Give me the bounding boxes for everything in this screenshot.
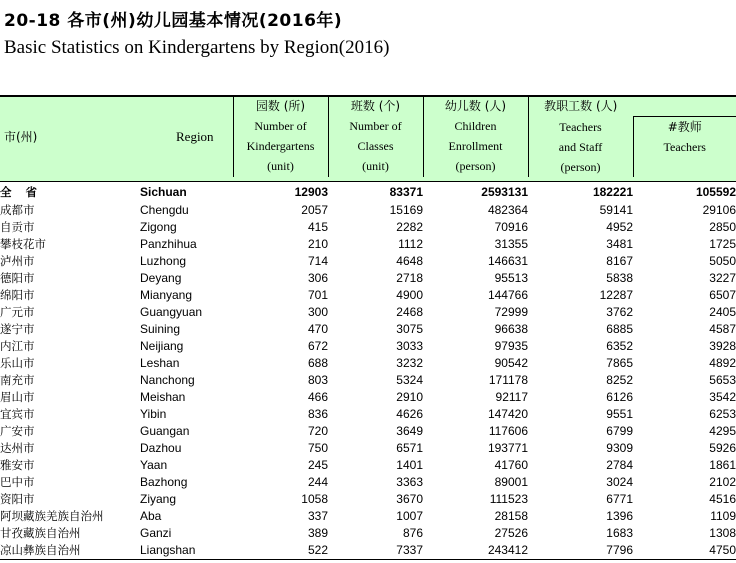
kindergartens-value: 415 [307, 220, 328, 234]
classes-value: 7337 [328, 542, 423, 560]
teachers-value: 4295 [709, 424, 736, 438]
kindergartens-value: 210 [307, 237, 328, 251]
region-name-en: Luzhong [140, 254, 187, 268]
teachers-value: 5653 [709, 373, 736, 387]
kindergartens-value: 672 [307, 339, 328, 353]
region-name-en: Ganzi [140, 526, 172, 540]
teachers-value: 1725 [709, 237, 736, 251]
enrollment-value: 117606 [488, 424, 528, 438]
teachers-value: 4587 [709, 322, 736, 336]
header-enrollment: 幼儿数 (人) Children Enrollment (person) [423, 96, 528, 177]
region-name-en: Neijiang [140, 339, 184, 353]
classes-value: 2718 [396, 271, 423, 285]
region-name-en: Yibin [140, 407, 167, 421]
enrollment-value: 31355 [494, 237, 528, 251]
enrollment-value: 144766 [487, 288, 528, 302]
enrollment-value: 92117 [495, 390, 528, 404]
region-name-en: Deyang [140, 271, 182, 285]
classes-value: 2910 [396, 390, 423, 404]
table-row [0, 287, 736, 304]
table-row [0, 508, 736, 525]
teachers-value: 1861 [709, 458, 736, 472]
enrollment-value: 28158 [494, 509, 528, 523]
classes-value: 3363 [396, 475, 423, 489]
table-row [0, 389, 736, 406]
kindergartens-value: 688 [307, 356, 328, 370]
teachers-value: 3227 [709, 271, 736, 285]
table-row [0, 474, 736, 491]
staff-value: 6885 [606, 322, 633, 336]
teachers-value: 3542 [709, 390, 736, 404]
enrollment-value: 41760 [494, 458, 528, 472]
enrollment-value: 95513 [494, 271, 528, 285]
teachers-value: 4750 [633, 542, 736, 560]
staff-value: 8167 [606, 254, 633, 268]
staff-value: 3024 [606, 475, 633, 489]
classes-value: 876 [402, 526, 423, 540]
kindergartens-value: 2057 [301, 203, 328, 217]
region-name-cn: 攀枝花市 [0, 237, 46, 251]
staff-value: 4952 [606, 220, 633, 234]
header-staff: Teachers and Staff (person) [528, 117, 633, 178]
classes-value: 4626 [396, 407, 423, 421]
header-region: Region [136, 96, 233, 177]
enrollment-value: 243412 [423, 542, 528, 560]
region-name-en: Suining [140, 322, 181, 336]
teachers-value: 2102 [709, 475, 736, 489]
enrollment-value: 72999 [494, 305, 528, 319]
staff-value: 1683 [606, 526, 633, 540]
region-name-cn: 资阳市 [0, 492, 35, 506]
table-row [0, 440, 736, 457]
teachers-value: 5050 [709, 254, 736, 268]
table-row [0, 372, 736, 389]
region-name-cn: 阿坝藏族羌族自治州 [0, 509, 104, 523]
header-kindergartens: 园数 (所) Number of Kindergartens (unit) [233, 96, 328, 177]
classes-value: 15169 [389, 203, 423, 217]
title-chinese: 20-18 各市(州)幼儿园基本情况(2016年) [4, 11, 343, 31]
table-row [0, 219, 736, 236]
staff-value: 8252 [606, 373, 633, 387]
region-name-en: Mianyang [140, 288, 193, 302]
region-name-cn: 达州市 [0, 441, 35, 455]
region-name-cn: 绵阳市 [0, 288, 35, 302]
region-name-cn: 乐山市 [0, 356, 35, 370]
region-name-en: Dazhou [140, 441, 182, 455]
kindergartens-value: 701 [307, 288, 328, 302]
staff-value: 7865 [606, 356, 633, 370]
enrollment-value: 482364 [487, 203, 528, 217]
enrollment-value: 146631 [487, 254, 528, 268]
header-staff-span [633, 96, 736, 117]
staff-value: 6126 [606, 390, 633, 404]
enrollment-value: 193771 [487, 441, 528, 455]
teachers-value: 4516 [709, 492, 736, 506]
teachers-value: 3928 [709, 339, 736, 353]
kindergartens-value: 803 [307, 373, 328, 387]
classes-value: 1112 [398, 237, 423, 251]
classes-value: 3649 [396, 424, 423, 438]
region-name-cn: 成都市 [0, 203, 35, 217]
staff-value: 6352 [606, 339, 633, 353]
region-name-en: Leshan [140, 356, 180, 370]
classes-value: 4900 [396, 288, 423, 302]
kindergartens-value: 836 [307, 407, 328, 421]
region-name-en: Guangyuan [140, 305, 203, 319]
table-row [0, 304, 736, 321]
kindergartens-value: 714 [307, 254, 328, 268]
kindergartens-value: 245 [307, 458, 328, 472]
teachers-value: 1109 [710, 509, 736, 523]
enrollment-value: 111523 [489, 492, 528, 506]
teachers-value: 2850 [709, 220, 736, 234]
classes-value: 6571 [396, 441, 423, 455]
region-name-cn: 广元市 [0, 305, 35, 319]
enrollment-value: 89001 [494, 475, 528, 489]
teachers-value: 1308 [709, 526, 736, 540]
classes-value: 83371 [389, 185, 423, 199]
header-city: 市(州) [0, 96, 136, 177]
region-name-cn: 雅安市 [0, 458, 35, 472]
kindergartens-value: 306 [307, 271, 328, 285]
region-name-cn: 巴中市 [0, 475, 35, 489]
enrollment-value: 171178 [488, 373, 528, 387]
total-row [0, 182, 736, 203]
header-classes: 班数 (个) Number of Classes (unit) [328, 96, 423, 177]
table-row [0, 321, 736, 338]
staff-value: 12287 [599, 288, 633, 302]
region-name-cn: 广安市 [0, 424, 35, 438]
enrollment-value: 70916 [494, 220, 528, 234]
table-row [0, 338, 736, 355]
staff-value: 6771 [606, 492, 633, 506]
kindergartens-value: 470 [307, 322, 328, 336]
table-row [0, 253, 736, 270]
table-row [0, 355, 736, 372]
table-row [0, 236, 736, 253]
region-name-cn: 遂宁市 [0, 322, 35, 336]
region-name-en: Nanchong [140, 373, 195, 387]
teachers-value: 105592 [695, 185, 736, 199]
region-name-cn: 眉山市 [0, 390, 35, 404]
region-name-cn: 全 省 [0, 185, 43, 199]
table-row [0, 202, 736, 219]
kindergartens-value: 466 [307, 390, 328, 404]
classes-value: 3232 [396, 356, 423, 370]
enrollment-value: 97935 [494, 339, 528, 353]
region-name-en: Bazhong [140, 475, 188, 489]
header-teachers: #教师 Teachers [633, 117, 736, 178]
classes-value: 2282 [396, 220, 423, 234]
kindergartens-value: 337 [307, 509, 328, 523]
table-row [0, 542, 736, 560]
region-name-cn: 凉山彝族自治州 [0, 542, 136, 560]
region-name-cn: 内江市 [0, 339, 35, 353]
region-name-cn: 自贡市 [0, 220, 35, 234]
table-row [0, 406, 736, 423]
kindergartens-value: 12903 [294, 185, 328, 199]
region-name-en: Ziyang [140, 492, 177, 506]
region-name-cn: 德阳市 [0, 271, 35, 285]
classes-value: 4648 [396, 254, 423, 268]
staff-value: 59141 [599, 203, 633, 217]
header-staff-cn: 教职工数 (人) [528, 96, 633, 117]
staff-value: 2784 [606, 458, 633, 472]
teachers-value: 2405 [709, 305, 736, 319]
table-row [0, 457, 736, 474]
kindergarten-stats-table [0, 95, 736, 560]
staff-value: 5838 [606, 271, 633, 285]
table-row [0, 270, 736, 287]
classes-value: 1007 [396, 509, 423, 523]
classes-value: 2468 [396, 305, 423, 319]
teachers-value: 4892 [709, 356, 736, 370]
teachers-value: 29106 [702, 203, 736, 217]
kindergartens-value: 522 [233, 542, 328, 560]
region-name-en: Zigong [140, 220, 177, 234]
table-row [0, 423, 736, 440]
region-name-cn: 宜宾市 [0, 407, 35, 421]
teachers-value: 6253 [709, 407, 736, 421]
title-english: Basic Statistics on Kindergartens by Region(2016) [4, 37, 390, 58]
staff-value: 6799 [606, 424, 633, 438]
region-name-cn: 泸州市 [0, 254, 35, 268]
kindergartens-value: 720 [307, 424, 328, 438]
classes-value: 1401 [396, 458, 423, 472]
classes-value: 3670 [396, 492, 423, 506]
region-name-en: Panzhihua [140, 237, 197, 251]
teachers-value: 6507 [709, 288, 736, 302]
table-row [0, 525, 736, 542]
staff-value: 7796 [528, 542, 633, 560]
region-name-cn: 南充市 [0, 373, 35, 387]
staff-value: 3762 [606, 305, 633, 319]
enrollment-value: 27526 [494, 526, 528, 540]
staff-value: 182221 [592, 185, 633, 199]
staff-value: 1396 [606, 509, 633, 523]
table-row [0, 491, 736, 508]
region-name-en: Aba [140, 509, 162, 523]
region-name-en: Yaan [140, 458, 168, 472]
staff-value: 9309 [606, 441, 633, 455]
region-name-en: Meishan [140, 390, 186, 404]
classes-value: 3075 [396, 322, 423, 336]
kindergartens-value: 389 [307, 526, 328, 540]
region-name-en: Liangshan [136, 542, 233, 560]
kindergartens-value: 1058 [301, 492, 328, 506]
staff-value: 9551 [606, 407, 633, 421]
kindergartens-value: 750 [307, 441, 328, 455]
enrollment-value: 90542 [494, 356, 528, 370]
kindergartens-value: 244 [307, 475, 328, 489]
region-name-en: Chengdu [140, 203, 189, 217]
region-name-en: Guangan [140, 424, 190, 438]
teachers-value: 5926 [709, 441, 736, 455]
enrollment-value: 147420 [487, 407, 528, 421]
enrollment-value: 2593131 [481, 185, 528, 199]
classes-value: 5324 [396, 373, 423, 387]
enrollment-value: 96638 [494, 322, 528, 336]
staff-value: 3481 [606, 237, 633, 251]
region-name-en: Sichuan [140, 185, 187, 199]
classes-value: 3033 [396, 339, 423, 353]
region-name-cn: 甘孜藏族自治州 [0, 526, 81, 540]
kindergartens-value: 300 [307, 305, 328, 319]
